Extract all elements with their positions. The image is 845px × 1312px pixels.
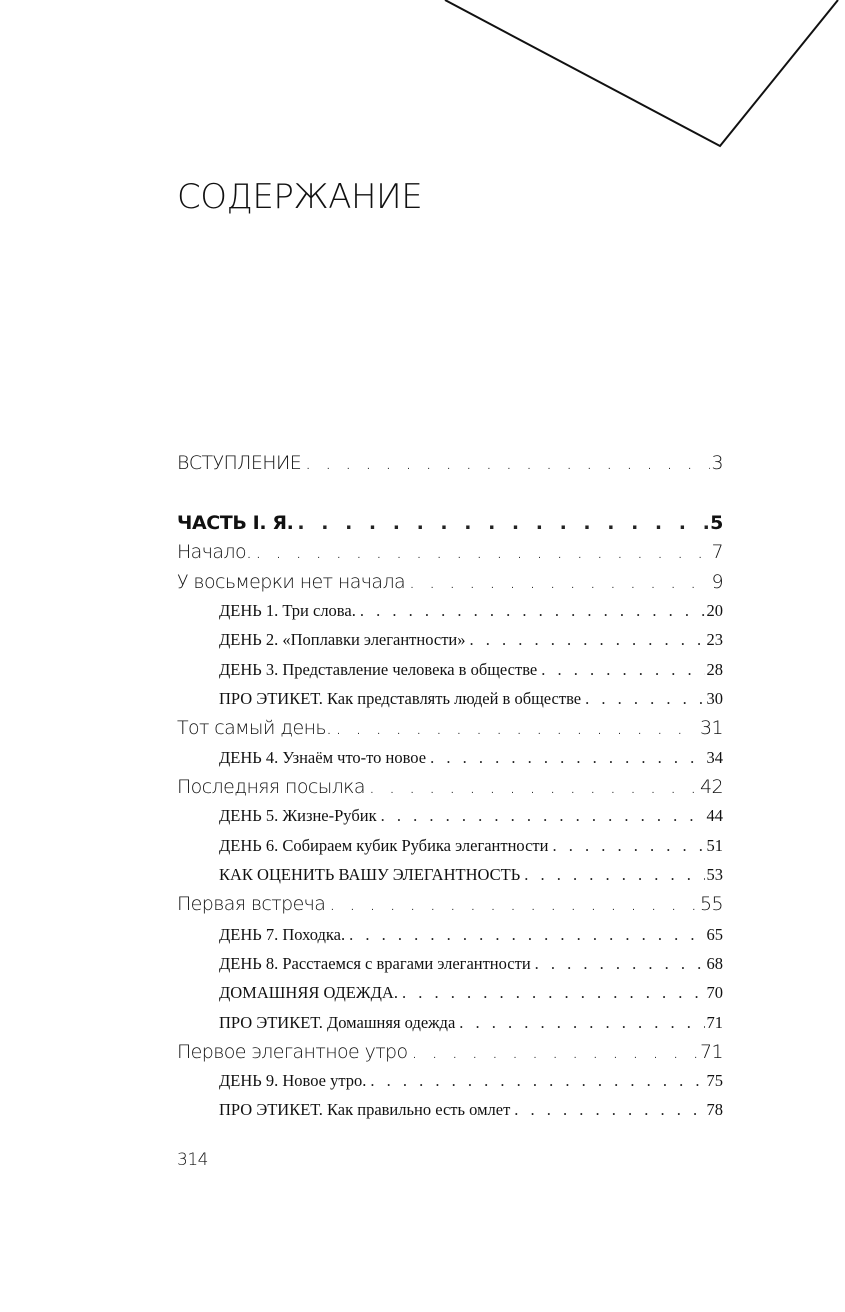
toc-entry-label: КАК ОЦЕНИТЬ ВАШУ ЭЛЕГАНТНОСТЬ bbox=[219, 865, 521, 884]
dot-leader bbox=[537, 660, 704, 680]
toc-entry-section bbox=[219, 1013, 723, 1033]
toc-entry-label: ЧАСТЬ I. Я. bbox=[177, 512, 294, 534]
corner-decoration bbox=[0, 0, 845, 160]
toc-entry-chapter bbox=[177, 893, 723, 915]
toc-entry-page: 20 bbox=[706, 601, 723, 620]
toc-entry-page: 3 bbox=[711, 452, 723, 474]
toc-entry-chapter bbox=[177, 571, 723, 593]
toc-entry-part-1 bbox=[177, 512, 723, 534]
toc-entry-chapter bbox=[177, 541, 723, 563]
dot-leader bbox=[408, 1041, 698, 1063]
toc-entry-label: ДЕНЬ 3. Представление человека в обществе bbox=[219, 660, 538, 679]
dot-leader bbox=[365, 776, 698, 798]
dot-leader bbox=[377, 806, 705, 826]
toc-entry-chapter bbox=[177, 1041, 723, 1063]
toc-entry-page: 65 bbox=[706, 925, 723, 944]
dot-leader bbox=[531, 954, 705, 974]
toc-entry-label: ДЕНЬ 1. Три слова. bbox=[219, 601, 356, 620]
toc-entry-introduction bbox=[177, 452, 723, 474]
dot-leader bbox=[356, 601, 705, 621]
dot-leader bbox=[426, 748, 704, 768]
toc-entry-page: 30 bbox=[706, 689, 723, 708]
toc-entry-section bbox=[219, 689, 723, 709]
dot-leader bbox=[520, 865, 704, 885]
toc-entry-page: 7 bbox=[711, 541, 723, 563]
toc-entry-page: 42 bbox=[700, 776, 723, 798]
toc-entry-section bbox=[219, 983, 723, 1003]
toc-entry-label: У восьмерки нет начала bbox=[177, 571, 406, 593]
dot-leader bbox=[293, 512, 708, 534]
toc-entry-section bbox=[219, 748, 723, 768]
dot-leader bbox=[345, 925, 704, 945]
toc-entry-section bbox=[219, 925, 723, 945]
toc-entry-page: 5 bbox=[710, 512, 723, 534]
toc-entry-section bbox=[219, 954, 723, 974]
dot-leader bbox=[251, 541, 709, 563]
dot-leader bbox=[398, 983, 705, 1003]
toc-entry-label: ДЕНЬ 8. Расстаемся с врагами элегантности bbox=[219, 954, 531, 973]
toc-entry-page: 53 bbox=[706, 865, 723, 884]
toc-entry-label: ПРО ЭТИКЕТ. Домашняя одежда bbox=[219, 1013, 456, 1032]
toc-entry-label: ВСТУПЛЕНИЕ bbox=[177, 452, 302, 474]
toc-entry-page: 23 bbox=[706, 630, 723, 649]
dot-leader bbox=[301, 452, 709, 474]
toc-entry-label: Первое элегантное утро bbox=[177, 1041, 408, 1063]
dot-leader bbox=[366, 1071, 704, 1091]
toc-entry-chapter bbox=[177, 776, 723, 798]
toc-entry-label: Последняя посылка bbox=[177, 776, 365, 798]
dot-leader bbox=[510, 1100, 704, 1120]
toc-entry-section bbox=[219, 660, 723, 680]
dot-leader bbox=[581, 689, 704, 709]
toc-entry-label: ДЕНЬ 9. Новое утро. bbox=[219, 1071, 367, 1090]
toc-entry-label: ДЕНЬ 2. «Поплавки элегантности» bbox=[219, 630, 466, 649]
toc-entry-page: 70 bbox=[706, 983, 723, 1002]
toc-entry-label: ПРО ЭТИКЕТ. Как представлять людей в обществе bbox=[219, 689, 582, 708]
toc-entry-section bbox=[219, 1100, 723, 1120]
page-title: СОДЕРЖАНИЕ bbox=[177, 177, 423, 217]
toc-entry-section bbox=[219, 806, 723, 826]
toc-entry-page: 51 bbox=[706, 836, 723, 855]
toc-entry-section bbox=[219, 630, 723, 650]
toc-entry-page: 71 bbox=[706, 1013, 723, 1032]
dot-leader bbox=[466, 630, 705, 650]
toc-entry-label: ПРО ЭТИКЕТ. Как правильно есть омлет bbox=[219, 1100, 511, 1119]
dot-leader bbox=[325, 893, 698, 915]
dot-leader bbox=[548, 836, 704, 856]
toc-entry-page: 31 bbox=[700, 717, 723, 739]
toc-entry-label: ДЕНЬ 7. Походка. bbox=[219, 925, 346, 944]
toc-entry-page: 75 bbox=[706, 1071, 723, 1090]
toc-entry-page: 78 bbox=[706, 1100, 723, 1119]
toc-entry-label: ДЕНЬ 4. Узнаём что-то новое bbox=[219, 748, 427, 767]
toc-entry-label: Тот самый день. bbox=[177, 717, 332, 739]
toc-entry-section bbox=[219, 601, 723, 621]
dot-leader bbox=[455, 1013, 704, 1033]
toc-entry-label: ДОМАШНЯЯ ОДЕЖДА. bbox=[219, 983, 398, 1002]
toc-entry-page: 55 bbox=[700, 893, 723, 915]
toc-entry-label: Начало. bbox=[177, 541, 252, 563]
toc-entry-section bbox=[219, 1071, 723, 1091]
toc-entry-label: ДЕНЬ 5. Жизне-Рубик bbox=[219, 806, 377, 825]
toc-entry-page: 28 bbox=[706, 660, 723, 679]
toc-entry-chapter bbox=[177, 717, 723, 739]
toc-entry-page: 34 bbox=[706, 748, 723, 767]
toc-entry-page: 9 bbox=[711, 571, 723, 593]
toc-entry-label: ДЕНЬ 6. Собираем кубик Рубика элегантности bbox=[219, 836, 549, 855]
page-number: 314 bbox=[177, 1150, 208, 1170]
toc-entry-page: 44 bbox=[706, 806, 723, 825]
toc-entry-section bbox=[219, 865, 723, 885]
toc-entry-page: 71 bbox=[700, 1041, 723, 1063]
toc-entry-label: Первая встреча bbox=[177, 893, 326, 915]
toc-entry-section bbox=[219, 836, 723, 856]
dot-leader bbox=[405, 571, 709, 593]
toc-entry-page: 68 bbox=[706, 954, 723, 973]
dot-leader bbox=[331, 717, 698, 739]
